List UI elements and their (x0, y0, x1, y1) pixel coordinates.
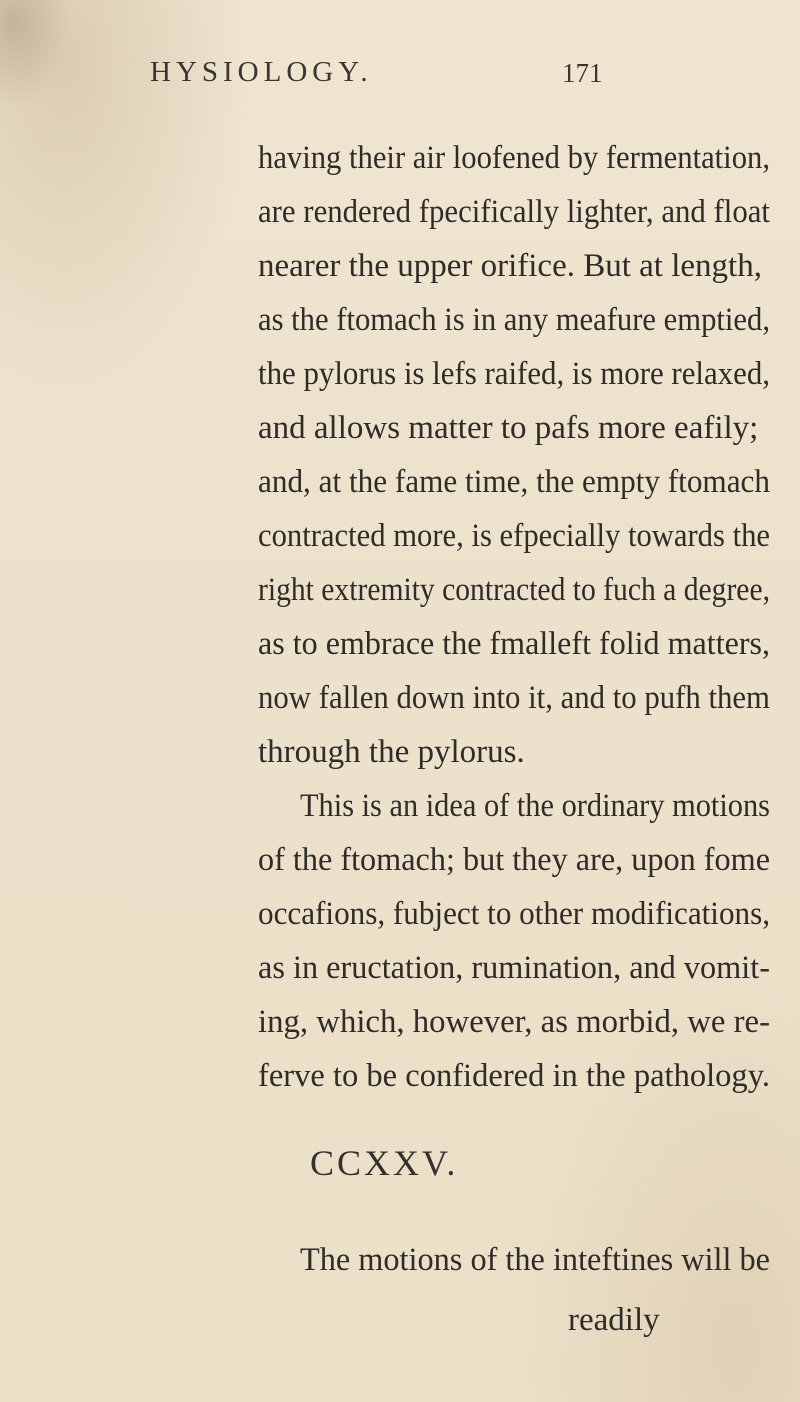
text-line: are rendered fpecifically lighter, and float (258, 194, 770, 230)
page-stain (0, 0, 70, 110)
running-title: HYSIOLOGY. (150, 56, 373, 88)
text-line: now fallen down into it, and to pufh them (258, 680, 770, 716)
text-line: and, at the fame time, the empty ftomach (258, 464, 770, 500)
text-line: as to embrace the fmalleft folid matters, (258, 626, 771, 662)
text-line: and allows matter to pafs more eafily; (258, 410, 759, 446)
text-line: through the pylorus. (258, 734, 525, 770)
text-line: nearer the upper orifice. But at length, (258, 248, 762, 284)
section-heading: CCXXV. (310, 1143, 459, 1183)
page-number: 171 (562, 58, 603, 88)
catchword: readily (568, 1302, 660, 1338)
text-line: having their air loofened by fermentation, (258, 140, 770, 176)
running-head (150, 56, 650, 96)
text-line: the pylorus is lefs raifed, is more relaxed, (258, 356, 771, 392)
text-line: contracted more, is efpecially towards the (258, 518, 771, 554)
text-line: ferve to be confidered in the pathology. (258, 1058, 770, 1094)
text-line: of the ftomach; but they are, upon fome (258, 842, 771, 878)
text-line: ing, which, however, as morbid, we re- (258, 1004, 771, 1040)
text-line: as in eructation, rumination, and vomit- (258, 950, 770, 986)
section-first-line: The motions of the inteftines will be (300, 1242, 771, 1278)
text-line: right extremity contracted to fuch a degree, (258, 572, 770, 608)
text-line: as the ftomach is in any meafure emptied, (258, 302, 770, 338)
text-line: This is an idea of the ordinary motions (300, 788, 771, 824)
text-line: occafions, fubject to other modifications, (258, 896, 771, 932)
